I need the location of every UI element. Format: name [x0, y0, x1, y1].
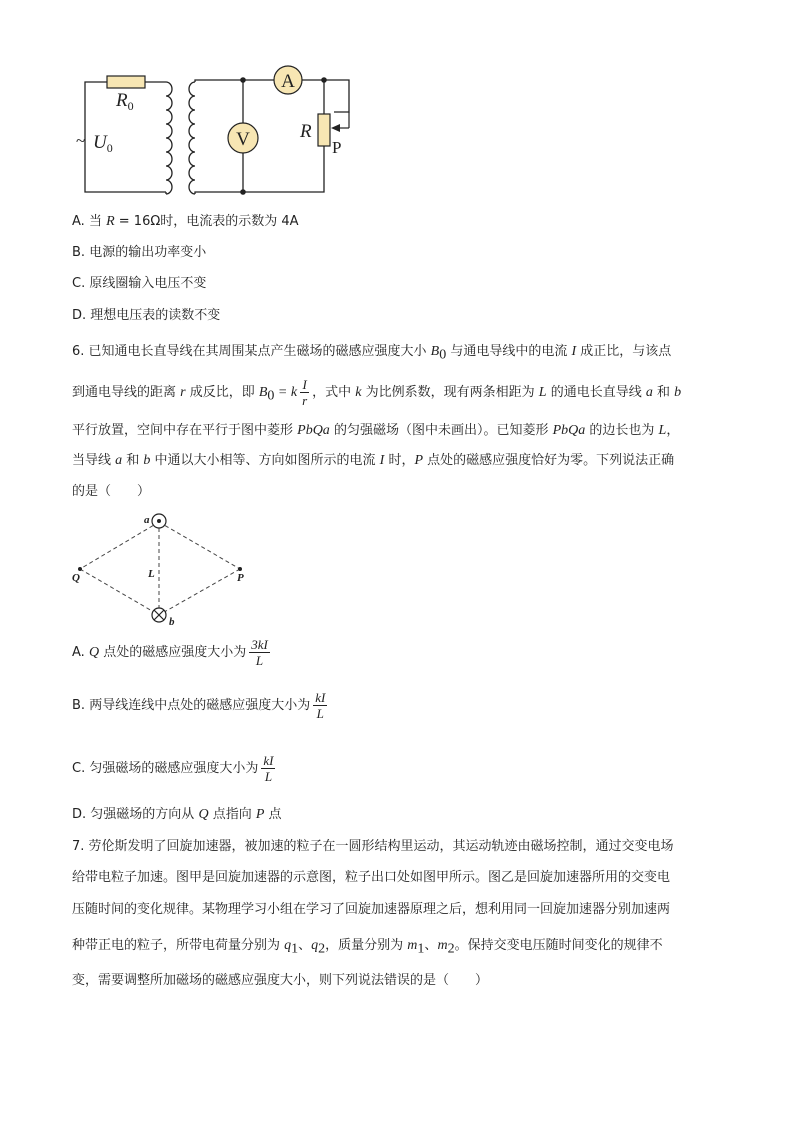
q6-stem-line-3: 平行放置，空间中存在平行于图中菱形 PbQa 的匀强磁场（图中未画出）。已知菱形 PbQa 的边长也为 L， — [72, 423, 680, 438]
q7-stem-line-1: 7. 劳伦斯发明了回旋加速器，被加速的粒子在一圆形结构里运动，其运动轨迹由磁场控制，通过交变电场 — [72, 839, 674, 854]
q7-stem-line-2: 给带电粒子加速。图甲是回旋加速器的示意图，粒子出口处如图甲所示。图乙是回旋加速器所用的交变电 — [72, 870, 671, 885]
voltmeter-label: V — [236, 129, 250, 150]
q6-option-d[interactable]: D. 匀强磁场的方向从 Q 点指向 P 点 — [72, 807, 282, 822]
ammeter-label: A — [281, 71, 295, 92]
q5-option-d[interactable]: D. 理想电压表的读数不变 — [72, 308, 221, 323]
label-b: b — [169, 616, 175, 628]
r0-label: $R_0$ — [116, 90, 134, 113]
q6-option-b[interactable]: B. 两导线连线中点处的磁感应强度大小为 $\frac{kI}{L}$ — [72, 690, 326, 721]
label-q: Q — [72, 572, 80, 584]
q7-stem-line-4: 种带正电的粒子，所带电荷量分别为 $q_1$、$q_2$，质量分别为 $m_1$、$m_2$。保持交变电压随时间变化的规律不 — [72, 938, 663, 957]
q6-stem-line-4: 当导线 a 和 b 中通以大小相等、方向如图所示的电流 I 时，P 点处的磁感应强度恰好为零。下列说法正确 — [72, 453, 675, 468]
q6-option-c[interactable]: C. 匀强磁场的磁感应强度大小为 $\frac{kI}{L}$ — [72, 753, 274, 784]
u0-label: $U_0$ — [93, 132, 113, 155]
rhombus-wire-diagram — [70, 505, 260, 630]
q6-stem-line-1: 6. 已知通电长直导线在其周围某点产生磁场的磁感应强度大小 $B_0$ 与通电导线中的电流 I 成正比，与该点 — [72, 344, 672, 363]
r-label: R — [300, 121, 312, 142]
q5-option-b[interactable]: B. 电源的输出功率变小 — [72, 245, 207, 260]
q7-stem-line-3: 压随时间的变化规律。某物理学习小组在学习了回旋加速器原理之后，想利用同一回旋加速器分别加速两 — [72, 902, 671, 917]
ac-tilde: ~ — [76, 131, 86, 150]
label-l: L — [148, 568, 155, 580]
transformer-circuit-diagram — [70, 62, 370, 202]
label-p: P — [237, 572, 244, 584]
q6-option-a[interactable]: A. Q 点处的磁感应强度大小为 $\frac{3kI}{L}$ — [72, 637, 268, 668]
resistor-r0 — [107, 76, 145, 88]
q6-stem-line-5: 的是（ ） — [72, 484, 151, 499]
formula-i-over-r: $\frac{I}{r}$ — [302, 377, 308, 408]
slider-arrow-p — [331, 124, 340, 132]
p-label: P — [332, 138, 342, 157]
q5-option-a[interactable]: A. 当 R = 16Ω时，电流表的示数为 4A — [72, 214, 299, 229]
label-a: a — [144, 514, 150, 526]
q5-option-c[interactable]: C. 原线圈输入电压不变 — [72, 276, 207, 291]
q6-stem-line-2: 到通电导线的距离 r 成反比，即 $B_0 = k$ $\frac{I}{r}$ ，式中 k 为比例系数，现有两条相距为 L 的通电长直导线 a 和 b — [72, 377, 682, 408]
rheostat-r — [318, 114, 330, 146]
q7-stem-line-5: 变，需要调整所加磁场的磁感应强度大小，则下列说法错误的是（ ） — [72, 973, 489, 988]
